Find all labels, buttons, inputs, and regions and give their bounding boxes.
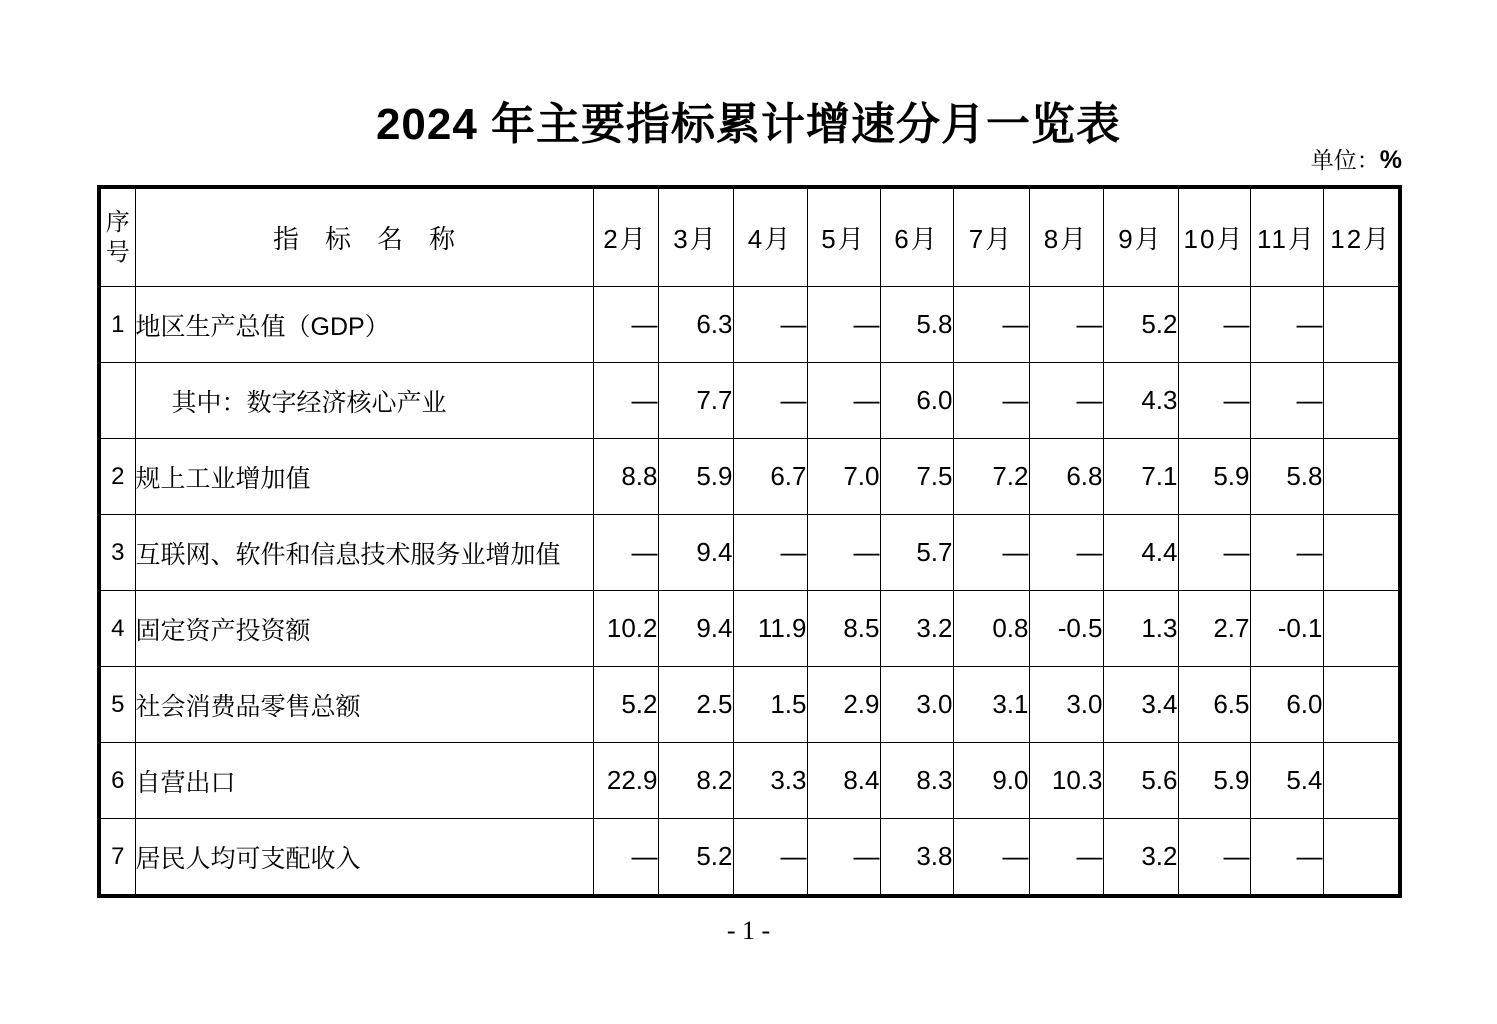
header-month: 7月 xyxy=(953,187,1029,287)
indicator-value: — xyxy=(807,819,880,897)
header-month: 8月 xyxy=(1029,187,1103,287)
indicator-value: — xyxy=(807,515,880,591)
indicator-value: — xyxy=(1029,363,1103,439)
indicator-value: — xyxy=(1178,287,1250,363)
table-row xyxy=(99,591,1400,667)
indicator-value: — xyxy=(1250,363,1323,439)
indicator-value: 8.3 xyxy=(880,743,953,819)
indicator-value xyxy=(1323,515,1400,591)
row-seq-number: 1 xyxy=(99,287,135,363)
header-month: 9月 xyxy=(1103,187,1178,287)
indicator-name: 地区生产总值（GDP） xyxy=(135,287,593,363)
indicator-value xyxy=(1323,667,1400,743)
row-seq-number: 5 xyxy=(99,667,135,743)
header-seq-number xyxy=(99,187,135,287)
indicator-name: 其中：数字经济核心产业 xyxy=(135,363,593,439)
row-seq-number: 6 xyxy=(99,743,135,819)
page-title: 2024 年主要指标累计增速分月一览表 xyxy=(375,100,1122,149)
indicator-value: 7.7 xyxy=(658,363,733,439)
indicator-value: 5.9 xyxy=(658,439,733,515)
header-seq-line2: 号 xyxy=(105,238,130,266)
indicator-value: 10.2 xyxy=(593,591,658,667)
indicator-value: — xyxy=(593,287,658,363)
indicator-value: 2.7 xyxy=(1178,591,1250,667)
indicator-value: — xyxy=(1029,515,1103,591)
indicator-value: — xyxy=(1178,515,1250,591)
table-row xyxy=(99,515,1400,591)
unit-value: % xyxy=(1379,146,1402,174)
indicator-value: — xyxy=(953,819,1029,897)
indicator-value: — xyxy=(1029,287,1103,363)
indicator-value: — xyxy=(1178,363,1250,439)
indicator-value: — xyxy=(807,287,880,363)
header-month: 2月 xyxy=(593,187,658,287)
indicator-value: 9.4 xyxy=(658,591,733,667)
header-month: 4月 xyxy=(733,187,807,287)
indicator-value xyxy=(1323,287,1400,363)
indicator-value: 3.1 xyxy=(953,667,1029,743)
indicator-value: 5.9 xyxy=(1178,743,1250,819)
table-row xyxy=(99,819,1400,897)
indicator-value: — xyxy=(953,363,1029,439)
indicator-value: 5.4 xyxy=(1250,743,1323,819)
unit-note xyxy=(97,142,1402,175)
row-seq-number: 2 xyxy=(99,439,135,515)
indicator-value: 6.5 xyxy=(1178,667,1250,743)
indicator-value: 6.7 xyxy=(733,439,807,515)
indicator-value: -0.1 xyxy=(1250,591,1323,667)
indicator-value xyxy=(1323,439,1400,515)
indicator-value: — xyxy=(1250,819,1323,897)
indicator-value xyxy=(1323,743,1400,819)
indicator-value: 4.4 xyxy=(1103,515,1178,591)
indicator-value: 3.8 xyxy=(880,819,953,897)
indicator-value: 3.2 xyxy=(880,591,953,667)
table-row xyxy=(99,439,1400,515)
table-row xyxy=(99,287,1400,363)
indicator-value: -0.5 xyxy=(1029,591,1103,667)
indicator-value: 0.8 xyxy=(953,591,1029,667)
indicator-value: — xyxy=(593,819,658,897)
header-seq-line1: 序 xyxy=(105,208,130,236)
indicator-value: 22.9 xyxy=(593,743,658,819)
row-seq-number xyxy=(99,363,135,439)
indicator-name: 固定资产投资额 xyxy=(135,591,593,667)
header-month: 3月 xyxy=(658,187,733,287)
indicator-value: 5.7 xyxy=(880,515,953,591)
indicator-value: 7.0 xyxy=(807,439,880,515)
header-month: 10月 xyxy=(1178,187,1250,287)
indicator-value: 8.4 xyxy=(807,743,880,819)
indicator-value: 8.8 xyxy=(593,439,658,515)
indicator-name: 社会消费品零售总额 xyxy=(135,667,593,743)
indicator-name: 居民人均可支配收入 xyxy=(135,819,593,897)
indicator-value: — xyxy=(1250,515,1323,591)
indicator-value: 6.0 xyxy=(1250,667,1323,743)
indicator-value: 8.2 xyxy=(658,743,733,819)
header-month: 11月 xyxy=(1250,187,1323,287)
table-row xyxy=(99,743,1400,819)
indicator-value xyxy=(1323,591,1400,667)
table-row xyxy=(99,667,1400,743)
indicator-value: 4.3 xyxy=(1103,363,1178,439)
table-header-row xyxy=(99,187,1400,287)
indicator-value: 5.9 xyxy=(1178,439,1250,515)
header-indicator-name: 指 标 名 称 xyxy=(135,187,593,287)
indicator-value: — xyxy=(1250,287,1323,363)
indicator-value: 9.0 xyxy=(953,743,1029,819)
indicator-value: 8.5 xyxy=(807,591,880,667)
indicator-name: 自营出口 xyxy=(135,743,593,819)
indicator-value: — xyxy=(953,287,1029,363)
indicator-value: — xyxy=(1178,819,1250,897)
indicator-name: 互联网、软件和信息技术服务业增加值 xyxy=(135,515,593,591)
indicator-value: 3.2 xyxy=(1103,819,1178,897)
indicator-value: 3.4 xyxy=(1103,667,1178,743)
indicator-value: 5.8 xyxy=(1250,439,1323,515)
indicator-value: 11.9 xyxy=(733,591,807,667)
indicator-value: — xyxy=(593,515,658,591)
indicator-value: 9.4 xyxy=(658,515,733,591)
indicator-value: — xyxy=(733,515,807,591)
row-seq-number: 3 xyxy=(99,515,135,591)
indicators-table xyxy=(97,185,1402,898)
indicator-value: — xyxy=(733,819,807,897)
indicator-value: 5.2 xyxy=(593,667,658,743)
indicator-value: 2.9 xyxy=(807,667,880,743)
indicator-value xyxy=(1323,819,1400,897)
indicator-value: 1.3 xyxy=(1103,591,1178,667)
header-month: 12月 xyxy=(1323,187,1400,287)
indicator-value: — xyxy=(733,363,807,439)
indicator-value: — xyxy=(807,363,880,439)
indicator-value: 10.3 xyxy=(1029,743,1103,819)
indicator-value: 6.0 xyxy=(880,363,953,439)
header-month: 6月 xyxy=(880,187,953,287)
indicator-value: 7.5 xyxy=(880,439,953,515)
indicator-value: 3.3 xyxy=(733,743,807,819)
row-seq-number: 4 xyxy=(99,591,135,667)
indicator-name: 规上工业增加值 xyxy=(135,439,593,515)
indicator-value: 5.2 xyxy=(658,819,733,897)
indicator-value: 5.6 xyxy=(1103,743,1178,819)
indicator-value: 5.2 xyxy=(1103,287,1178,363)
indicator-value: 6.3 xyxy=(658,287,733,363)
indicator-value xyxy=(1323,363,1400,439)
indicator-value: — xyxy=(1029,819,1103,897)
indicator-value: 2.5 xyxy=(658,667,733,743)
row-seq-number: 7 xyxy=(99,819,135,897)
indicator-value: — xyxy=(593,363,658,439)
header-month: 5月 xyxy=(807,187,880,287)
table-row xyxy=(99,363,1400,439)
indicator-value: 5.8 xyxy=(880,287,953,363)
indicator-value: 6.8 xyxy=(1029,439,1103,515)
indicator-value: — xyxy=(733,287,807,363)
indicator-value: 3.0 xyxy=(1029,667,1103,743)
indicator-value: 7.1 xyxy=(1103,439,1178,515)
page-number: - 1 - xyxy=(726,916,771,945)
indicator-value: 1.5 xyxy=(733,667,807,743)
unit-label: 单位： xyxy=(1310,147,1380,173)
indicator-value: — xyxy=(953,515,1029,591)
indicator-value: 3.0 xyxy=(880,667,953,743)
indicator-value: 7.2 xyxy=(953,439,1029,515)
